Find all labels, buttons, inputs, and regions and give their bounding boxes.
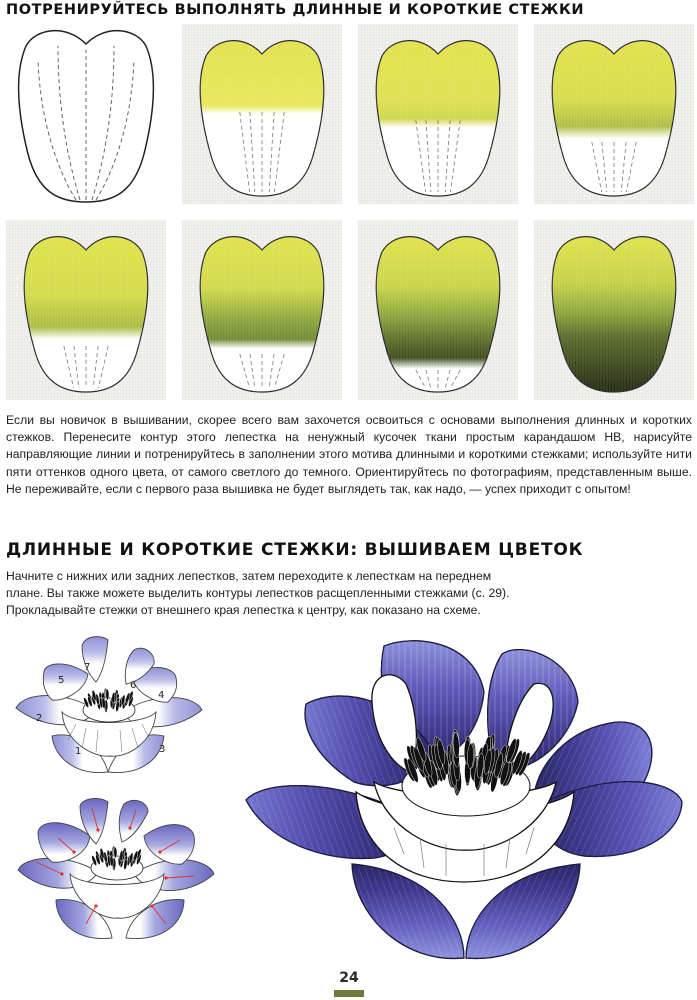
stitch-step-photo-1 [182, 24, 342, 204]
flower-instructions-line-2: плане. Вы также можете выделить контуры лепестков расщепленными стежками (с. 29). [6, 586, 510, 601]
embroidered-flower-illustration [234, 632, 694, 968]
petal-number-6: 6 [130, 680, 137, 691]
stitch-direction-diagram [16, 796, 216, 946]
numbered-petal-diagram [4, 630, 214, 780]
flower-instructions-line-1: Начните с нижних или задних лепестков, затем переходите к лепесткам на переднем [6, 569, 492, 583]
stitch-step-photo-2 [358, 24, 518, 204]
page-accent-bar [334, 990, 364, 997]
petal-number-3: 3 [159, 744, 166, 755]
petal-outline-diagram [6, 24, 166, 204]
stitch-step-photo-4 [6, 220, 166, 400]
petal-number-7: 7 [84, 662, 91, 673]
stitch-step-photo-5 [182, 220, 342, 400]
petal-number-2: 2 [36, 713, 43, 724]
stitch-step-photo-6 [358, 220, 518, 400]
flower-instructions-line-3: Прокладывайте стежки от внешнего края лепестка к центру, как показано на схеме. [6, 603, 481, 618]
petal-number-4: 4 [158, 690, 165, 701]
section-title-flower: ДЛИННЫЕ И КОРОТКИЕ СТЕЖКИ: ВЫШИВАЕМ ЦВЕТОК [6, 540, 584, 560]
page-number: 24 [339, 970, 359, 986]
petal-number-1: 1 [75, 746, 82, 757]
stitch-step-photo-3 [534, 24, 694, 204]
stitch-step-photo-7 [534, 220, 694, 400]
section-title-practice: ПОТРЕНИРУЙТЕСЬ ВЫПОЛНЯТЬ ДЛИННЫЕ И КОРОТКИЕ СТЕЖКИ [6, 2, 585, 18]
petal-number-5: 5 [58, 675, 65, 686]
practice-instructions: Если вы новичок в вышивании, скорее всего вам захочется освоиться с основами выполнения длинных и коротких стежков. Перенесите контур этого лепестка на ненужный кусочек ткани простым карандашом НВ, нарисуйте направляющие линии и потренируйтесь в заполнении этого мотива длинными и короткими стежками; используйте нити пяти оттенков одного цвета, от самого светлого до темного. Ориентируйтесь по фотографиям, представленным выше. Не переживайте, если с первого раза вышивка не будет выглядеть так, как надо, — успех приходит с опытом! [6, 413, 692, 496]
flower-instructions [6, 568, 566, 620]
